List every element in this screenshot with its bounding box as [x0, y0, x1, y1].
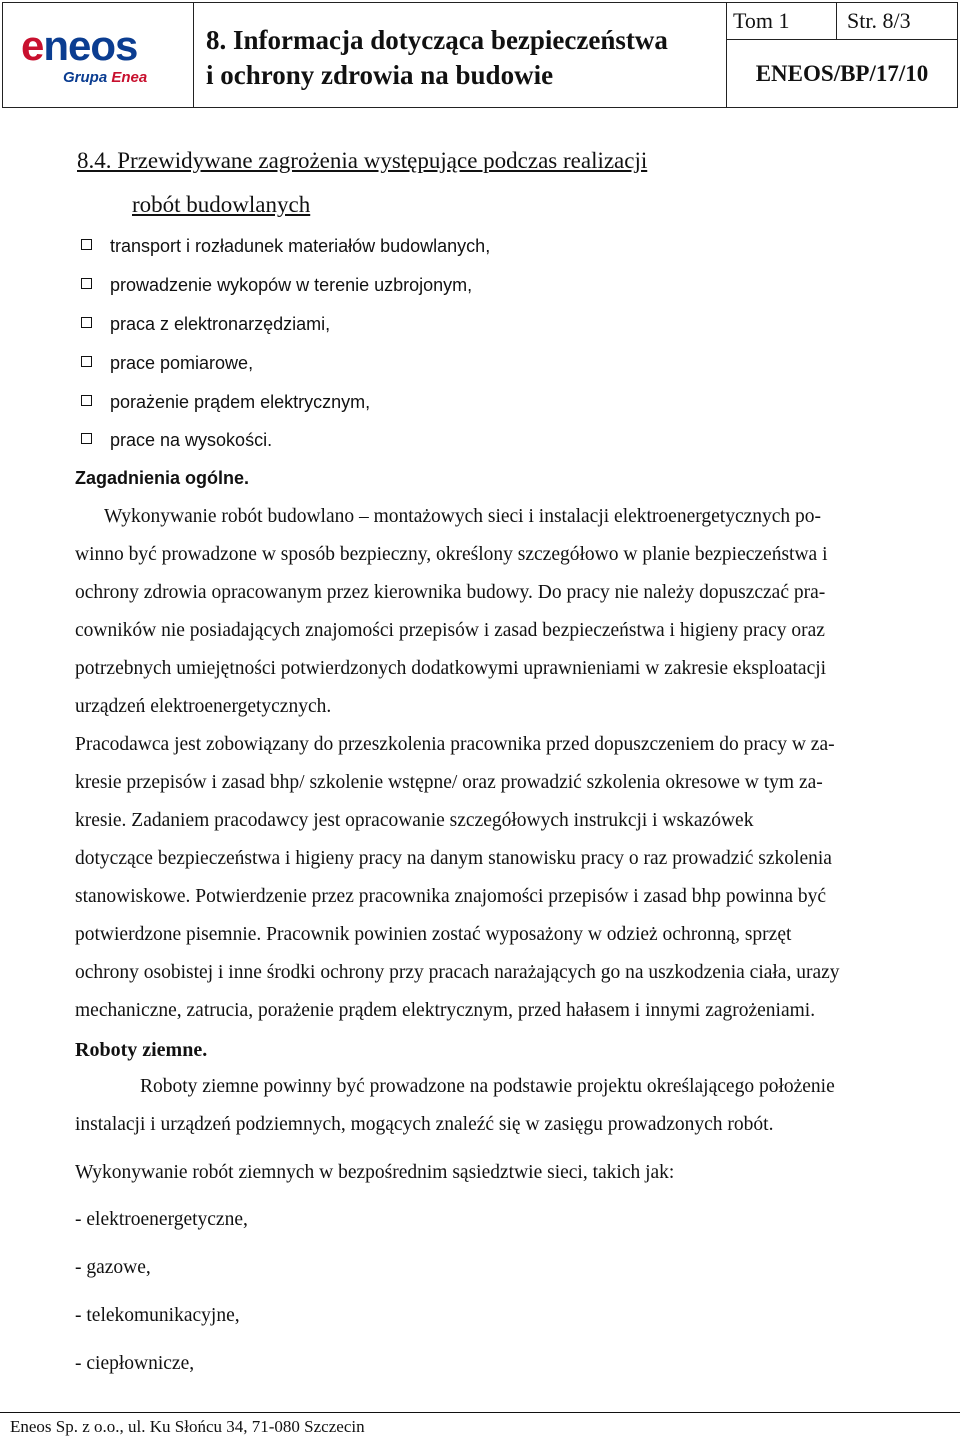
header-meta-cell: [727, 3, 957, 107]
paragraph-line: kresie przepisów i zasad bhp/ szkolenie wstępne/ oraz prowadzić szkolenia okresowe w tym za-: [75, 772, 823, 793]
checkbox-bullet-icon: [81, 356, 92, 367]
paragraph-line: Pracodawca jest zobowiązany do przeszkolenia pracownika przed dopuszczeniem do pracy w za-: [75, 734, 835, 755]
paragraph-line: dotyczące bezpieczeństwa i higieny pracy na danym stanowisku pracy o raz prowadzić szkolenia: [75, 848, 832, 869]
paragraph-line: stanowiskowe. Potwierdzenie przez pracownika znajomości przepisów i zasad bhp powinna być: [75, 886, 827, 907]
logo-letters-neos: neos: [43, 22, 138, 69]
earthworks-heading: Roboty ziemne.: [75, 1039, 208, 1061]
header-title-cell: [194, 3, 727, 107]
list-item: prace na wysokości.: [81, 430, 272, 451]
list-item: - elektroenergetyczne,: [75, 1209, 248, 1230]
list-item: prowadzenie wykopów w terenie uzbrojonym,: [81, 275, 472, 296]
paragraph-line: winno być prowadzone w sposób bezpieczny, określony szczegółowo w planie bezpieczeństwa i: [75, 544, 828, 565]
document-code: ENEOS/BP/17/10: [755, 61, 929, 86]
paragraph-line: potrzebnych umiejętności potwierdzonych dodatkowymi uprawnieniami w zakresie eksploatacji: [75, 658, 827, 679]
paragraph-line: ochrony osobistej i inne środki ochrony przy pracach narażających go na uszkodzenia ciała, urazy: [75, 962, 840, 983]
header-title-line1: 8. Informacja dotycząca bezpieczeństwa: [206, 25, 668, 55]
checkbox-bullet-icon: [81, 433, 92, 444]
logo-letter-e: e: [21, 22, 44, 69]
list-item: prace pomiarowe,: [81, 353, 253, 374]
eneos-logo: [21, 22, 138, 69]
logo-subtitle: Grupa Enea: [63, 69, 148, 86]
paragraph-line: Roboty ziemne powinny być prowadzone na podstawie projektu określającego położenie: [140, 1076, 835, 1097]
checkbox-bullet-icon: [81, 239, 92, 250]
logo-cell: [3, 3, 194, 107]
checkbox-bullet-icon: [81, 395, 92, 406]
paragraph-line: mechaniczne, zatrucia, porażenie prądem elektrycznym, przed hałasem i innymi zagrożeniami.: [75, 1000, 816, 1021]
list-item: - ciepłownicze,: [75, 1353, 195, 1374]
section-heading-line1: 8.4. Przewidywane zagrożenia występujące podczas realizacji: [77, 148, 648, 173]
list-item: transport i rozładunek materiałów budowlanych,: [81, 236, 490, 257]
paragraph-line: ochrony zdrowia opracowanym przez kierownika budowy. Do pracy nie należy dopuszczać pra-: [75, 582, 826, 603]
checkbox-bullet-icon: [81, 317, 92, 328]
paragraph-line: urządzeń elektroenergetycznych.: [75, 696, 332, 717]
paragraph-line: cowników nie posiadających znajomości przepisów i zasad bezpieczeństwa i higieny pracy oraz: [75, 620, 825, 641]
list-item: - gazowe,: [75, 1257, 151, 1278]
checkbox-bullet-icon: [81, 278, 92, 289]
list-item: porażenie prądem elektrycznym,: [81, 392, 370, 413]
paragraph-line: instalacji i urządzeń podziemnych, mogących znaleźć się w zasięgu prowadzonych robót.: [75, 1114, 774, 1135]
document-header: [2, 2, 958, 108]
page-number: Str. 8/3: [847, 8, 911, 33]
header-title-line2: i ochrony zdrowia na budowie: [206, 60, 554, 90]
list-item: praca z elektronarzędziami,: [81, 314, 330, 335]
paragraph-line: Wykonywanie robót budowlano – montażowych sieci i instalacji elektroenergetycznych po-: [104, 506, 822, 527]
volume-number: Tom 1: [727, 3, 837, 39]
list-item: - telekomunikacyjne,: [75, 1305, 240, 1326]
footer-address: Eneos Sp. z o.o., ul. Ku Słońcu 34, 71-080 Szczecin: [10, 1417, 365, 1436]
paragraph-line: kresie. Zadaniem pracodawcy jest opracowanie szczegółowych instrukcji i wskazówek: [75, 810, 754, 831]
header-meta-top: [727, 3, 957, 40]
section-heading-line2: robót budowlanych: [132, 192, 311, 217]
paragraph-line: potwierdzone pisemnie. Pracownik powinien zostać wyposażony w odzież ochronną, sprzęt: [75, 924, 792, 945]
footer-divider: [0, 1412, 960, 1413]
general-heading: Zagadnienia ogólne.: [75, 468, 250, 488]
paragraph-line: Wykonywanie robót ziemnych w bezpośrednim sąsiedztwie sieci, takich jak:: [75, 1162, 675, 1183]
